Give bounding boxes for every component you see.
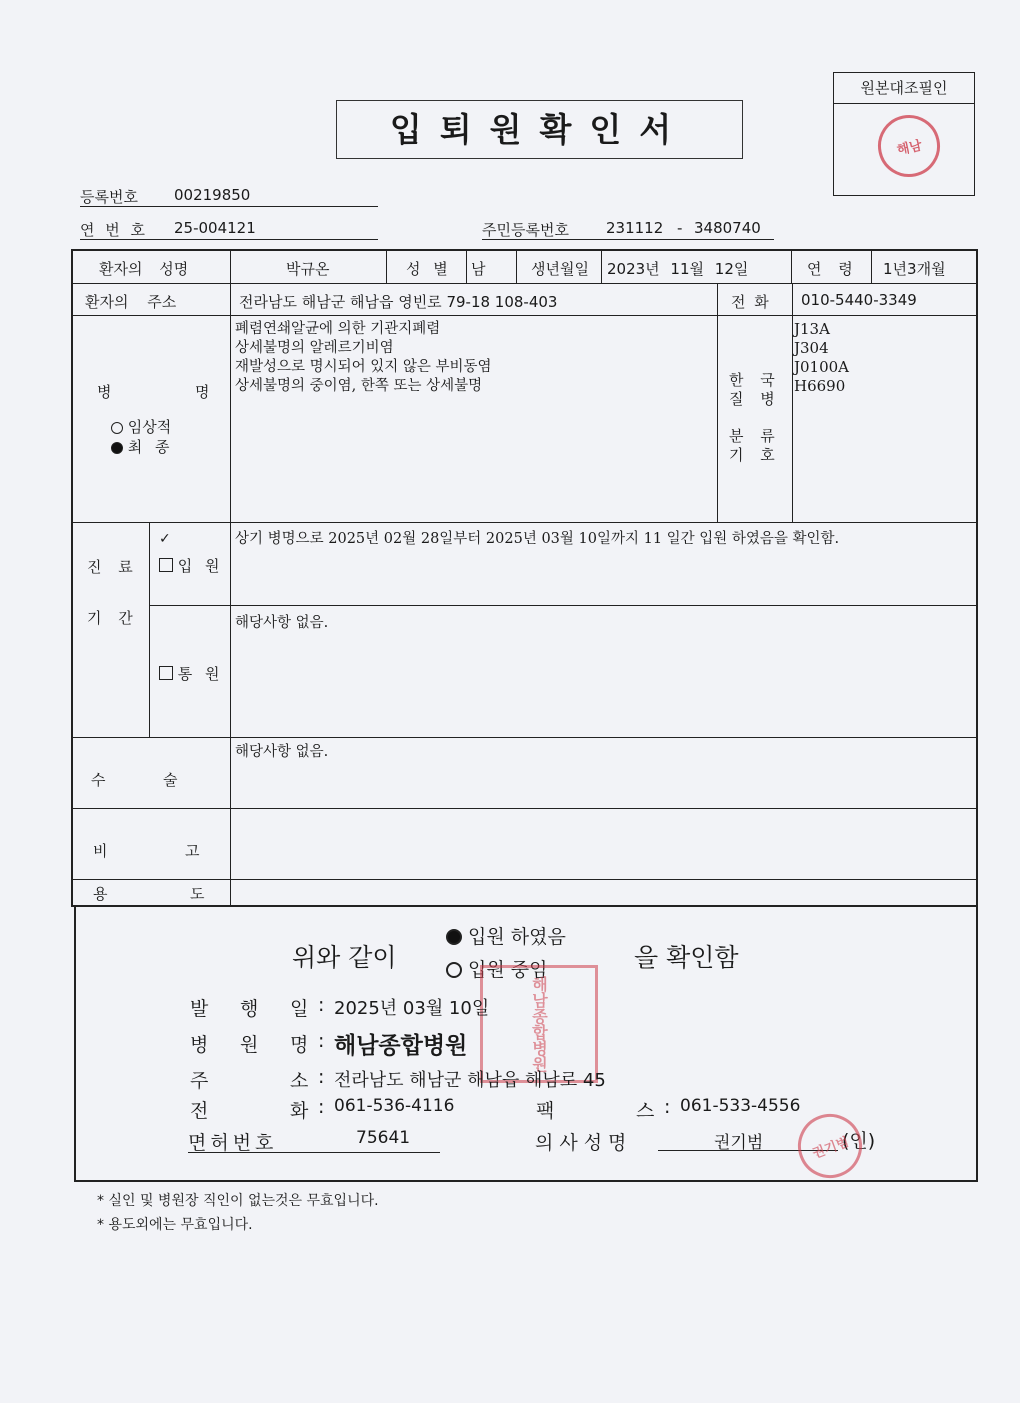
- final-option: [111, 436, 174, 457]
- doctor-label: 의사성명: [535, 1132, 633, 1154]
- original-verification-stamp: [872, 109, 946, 183]
- diagnosis-list: [235, 320, 492, 396]
- reg-number-field: [80, 186, 378, 207]
- diagnosis-label-a: 병: [97, 383, 112, 401]
- sex-label: 성 별: [406, 260, 452, 278]
- remarks-label-b: 고: [185, 842, 200, 860]
- license-number: 75641: [356, 1128, 411, 1148]
- reg-number-value: 00219850: [174, 186, 251, 204]
- outpatient-checkbox-icon: [159, 666, 173, 680]
- age-label: 연 령: [807, 260, 859, 278]
- phone-value: 010-5440-3349: [801, 291, 917, 309]
- sex-value: 남: [471, 260, 486, 278]
- confirm-option-admitted: [446, 922, 566, 949]
- clinical-radio-icon: [111, 422, 123, 434]
- resident-back: 3480740: [694, 219, 761, 237]
- resident-dash: -: [677, 219, 683, 237]
- diagnosis-line: 상세불명의 중이염, 한쪽 또는 상세불명: [235, 378, 483, 394]
- usage-label-a: 용: [93, 885, 108, 903]
- serial-number-field: [80, 219, 378, 240]
- disease-code: H6690: [794, 377, 846, 395]
- document-title-box: [336, 100, 743, 159]
- surgery-label-b: 술: [163, 771, 178, 789]
- doctor-name: 권기범: [714, 1133, 764, 1153]
- remarks-label-a: 비: [93, 842, 108, 860]
- doctor-seal-mark: (인): [842, 1130, 876, 1152]
- hospital-stamp-text: 해남종합병원: [529, 976, 549, 1072]
- license-label: 면허번호: [188, 1132, 278, 1154]
- issue-date: 2025년 03월 10일: [334, 998, 490, 1019]
- usage-label-b: 도: [190, 885, 205, 903]
- reg-number-label: 등록번호: [80, 188, 138, 206]
- disease-code: J0100A: [794, 358, 850, 376]
- clinical-label: 임상적: [127, 418, 172, 436]
- inpatient-radio-icon: [446, 962, 462, 978]
- inpatient-label: 입 원: [177, 557, 224, 575]
- admitted-label: 입원 하였음: [468, 926, 566, 948]
- code-label-line: 한 국: [729, 371, 781, 389]
- stamp-text: 해남: [895, 138, 924, 158]
- surgery-text: 해당사항 없음.: [235, 744, 329, 760]
- inpatient-checkbox-icon: [159, 558, 173, 572]
- inpatient-text: 상기 병명으로 2025년 02월 28일부터 2025년 03월 10일까지 11 일간 입원 하였음을 확인함.: [235, 531, 840, 547]
- seal-verification-box: [833, 72, 975, 196]
- disease-code-label: [729, 371, 781, 465]
- address-label: 환자의 주소: [85, 293, 177, 311]
- diagnosis-line: 폐렴연쇄알균에 의한 기관지폐렴: [235, 321, 441, 337]
- license-row: [188, 1128, 440, 1153]
- disease-code: J13A: [794, 320, 830, 338]
- confirm-prefix: 위와 같이: [292, 943, 397, 972]
- outpatient-option: [159, 663, 224, 684]
- check-mark-icon: ✓: [159, 531, 171, 547]
- age-value: 1년3개월: [883, 260, 946, 278]
- period-label-a: 진 료: [87, 558, 139, 576]
- diagnosis-label-b: 명: [195, 383, 210, 401]
- diagnosis-line: 상세불명의 알레르기비염: [235, 340, 394, 356]
- outpatient-label: 통 원: [177, 665, 224, 683]
- code-label-line: 분 류: [729, 427, 781, 445]
- address-value: 전라남도 해남군 해남읍 영빈로 79-18 108-403: [239, 293, 558, 311]
- hospital-address: 전라남도 해남군 해남읍 해남로 45: [334, 1070, 606, 1091]
- document-title: 입퇴원확인서: [389, 110, 690, 149]
- diagnosis-line: 재발성으로 명시되어 있지 않은 부비동염: [235, 359, 492, 375]
- admitted-radio-filled-icon: [446, 929, 462, 945]
- final-label: 최 종: [127, 438, 174, 456]
- final-radio-filled-icon: [111, 442, 123, 454]
- code-label-line: 질 병: [729, 390, 781, 408]
- patient-name: 박규온: [286, 260, 330, 278]
- resident-number-field: [482, 219, 774, 240]
- seal-box-label: 원본대조필인: [834, 73, 974, 104]
- serial-value: 25-004121: [174, 219, 256, 237]
- dob-label: 생년월일: [531, 260, 589, 278]
- outpatient-text: 해당사항 없음.: [235, 615, 329, 631]
- hospital-name: 해남종합병원: [334, 1033, 468, 1059]
- resident-front: 231112: [606, 219, 664, 237]
- hospital-phone: 061-536-4116: [334, 1096, 455, 1116]
- confirm-suffix: 을 확인함: [634, 943, 739, 972]
- inpatient-now-label: 입원 중임: [468, 959, 548, 981]
- serial-label: 연 번 호: [80, 221, 149, 239]
- inpatient-option: [159, 555, 224, 576]
- disease-code: J304: [794, 339, 829, 357]
- clinical-option: [111, 416, 171, 437]
- disease-codes: [794, 320, 849, 396]
- surgery-label-a: 수: [91, 771, 106, 789]
- resident-label: 주민등록번호: [482, 221, 569, 239]
- hospital-fax: 061-533-4556: [680, 1096, 801, 1116]
- note-line-2: * 용도외에는 무효입니다.: [97, 1217, 253, 1233]
- patient-name-label: 환자의 성명: [99, 260, 189, 278]
- patient-info-table: [71, 249, 978, 907]
- period-label-b: 기 간: [87, 609, 139, 627]
- doctor-stamp-text: 권기범: [810, 1134, 851, 1162]
- code-label-line: 기 호: [729, 446, 781, 464]
- dob-value: 2023년 11월 12일: [607, 260, 749, 278]
- phone-label: 전 화: [731, 293, 769, 311]
- note-line-1: * 실인 및 병원장 직인이 없는것은 무효입니다.: [97, 1193, 379, 1209]
